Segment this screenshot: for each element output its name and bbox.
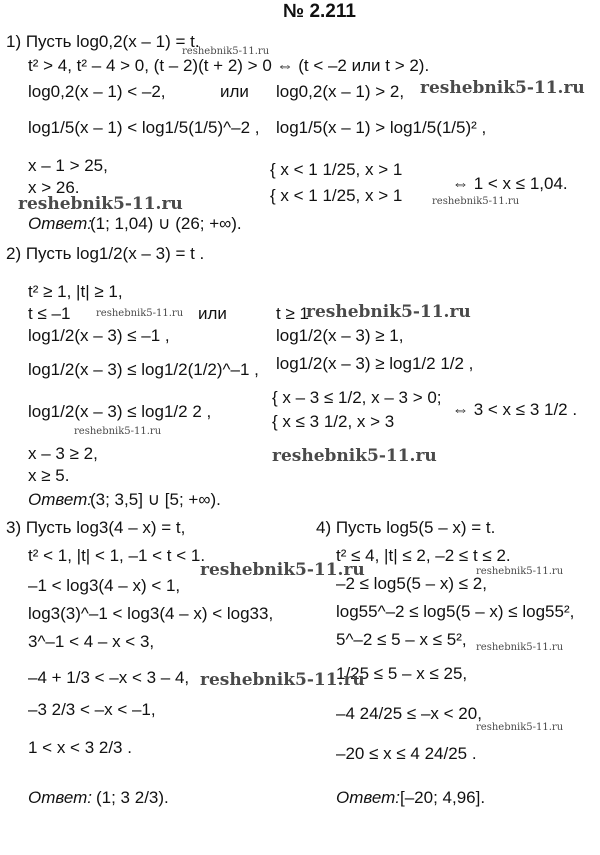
part2-answer: (3; 3,5] ∪ [5; +∞).: [90, 490, 221, 509]
part4-result: –20 ≤ x ≤ 4 24/25 .: [336, 744, 477, 763]
part2-case1: t ≤ –1: [28, 304, 71, 323]
part2-system-a: { x – 3 ≤ 1/2, x – 3 > 0;: [272, 388, 442, 407]
part3-answer: (1; 3 2/3).: [96, 788, 169, 807]
part4-step1: –2 ≤ log5(5 – x) ≤ 2,: [336, 574, 487, 593]
part1-case1-result: x > 26.: [28, 178, 80, 197]
watermark-large: reshebnik5-11.ru: [200, 670, 365, 690]
part4-answer: [–20; 4,96].: [400, 788, 486, 807]
part3-step3: 3^–1 < 4 – x < 3,: [28, 632, 155, 651]
watermark-large: reshebnik5-11.ru: [272, 446, 437, 466]
part2-ineq: x – 3 ≥ 2,: [28, 444, 98, 463]
part2-answer-label: Ответ:: [28, 490, 93, 509]
watermark-small: reshebnik5-11.ru: [182, 46, 270, 57]
part2-case2-step1: log1/2(x – 3) ≥ 1,: [276, 326, 404, 345]
part1-condition: t² > 4, t² – 4 > 0, (t – 2)(t + 2) > 0 ⇔ (t < –2 или t > 2).: [28, 56, 430, 75]
part2-or: или: [198, 304, 227, 323]
part3-step5: –3 2/3 < –x < –1,: [28, 700, 156, 719]
part4-heading: 4) Пусть log5(5 – x) = t.: [316, 518, 496, 537]
part3-answer-label: Ответ:: [28, 788, 93, 807]
part1-case2-step: log1/5(x – 1) > log1/5(1/5)² ,: [276, 118, 487, 137]
part1-heading: 1) Пусть log0,2(x – 1) = t.: [6, 32, 200, 51]
part1-system-result: ⇔ 1 < x ≤ 1,04.: [452, 174, 568, 193]
watermark-small: reshebnik5-11.ru: [432, 196, 520, 207]
part4-condition: t² ≤ 4, |t| ≤ 2, –2 ≤ t ≤ 2.: [336, 546, 511, 565]
part4-step3: 5^–2 ≤ 5 – x ≤ 5²,: [336, 630, 467, 649]
part1-or: или: [220, 82, 249, 101]
part2-system-result: ⇔ 3 < x ≤ 3 1/2 .: [452, 400, 578, 419]
part3-result: 1 < x < 3 2/3 .: [28, 738, 132, 757]
part3-heading: 3) Пусть log3(4 – x) = t,: [6, 518, 186, 537]
watermark-small: reshebnik5-11.ru: [476, 722, 564, 733]
part2-case1-step3: log1/2(x – 3) ≤ log1/2 2 ,: [28, 402, 212, 421]
part4-step4: 1/25 ≤ 5 – x ≤ 25,: [336, 664, 468, 683]
watermark-large: reshebnik5-11.ru: [200, 560, 365, 580]
part2-case2-step2: log1/2(x – 3) ≥ log1/2 1/2 ,: [276, 354, 474, 373]
part1-case2: log0,2(x – 1) > 2,: [276, 82, 405, 101]
part2-condition: t² ≥ 1, |t| ≥ 1,: [28, 282, 123, 301]
part4-answer-label: Ответ:: [336, 788, 401, 807]
watermark-small: reshebnik5-11.ru: [74, 426, 162, 437]
part1-answer-label: Ответ:: [28, 214, 93, 233]
part1-system-a: { x < 1 1/25, x > 1: [270, 160, 403, 179]
part2-system-b: { x ≤ 3 1/2, x > 3: [272, 412, 395, 431]
watermark-small: reshebnik5-11.ru: [476, 566, 564, 577]
part3-step1: –1 < log3(4 – x) < 1,: [28, 576, 181, 595]
part1-system-b: { x < 1 1/25, x > 1: [270, 186, 403, 205]
part1-answer: (1; 1,04) ∪ (26; +∞).: [90, 214, 242, 233]
part4-step5: –4 24/25 ≤ –x < 20,: [336, 704, 482, 723]
watermark-large: reshebnik5-11.ru: [18, 194, 183, 214]
watermark-small: reshebnik5-11.ru: [476, 642, 564, 653]
part3-condition: t² < 1, |t| < 1, –1 < t < 1.: [28, 546, 206, 565]
part2-case1-step2: log1/2(x – 3) ≤ log1/2(1/2)^–1 ,: [28, 360, 259, 379]
part2-case2: t ≥ 1: [276, 304, 309, 323]
part1-case1-step: log1/5(x – 1) < log1/5(1/5)^–2 ,: [28, 118, 260, 137]
part2-case1-step1: log1/2(x – 3) ≤ –1 ,: [28, 326, 170, 345]
part2-result: x ≥ 5.: [28, 466, 70, 485]
part1-case1: log0,2(x – 1) < –2,: [28, 82, 166, 101]
watermark-large: reshebnik5-11.ru: [306, 302, 471, 322]
part2-heading: 2) Пусть log1/2(x – 3) = t .: [6, 244, 205, 263]
part1-case1-ineq: x – 1 > 25,: [28, 156, 108, 175]
part4-step2: log55^–2 ≤ log5(5 – x) ≤ log55²,: [336, 602, 575, 621]
watermark-small: reshebnik5-11.ru: [96, 308, 184, 319]
problem-number: № 2.211: [283, 1, 356, 22]
part3-step4: –4 + 1/3 < –x < 3 – 4,: [28, 668, 190, 687]
part3-step2: log3(3)^–1 < log3(4 – x) < log33,: [28, 604, 274, 623]
watermark-large: reshebnik5-11.ru: [420, 78, 585, 98]
